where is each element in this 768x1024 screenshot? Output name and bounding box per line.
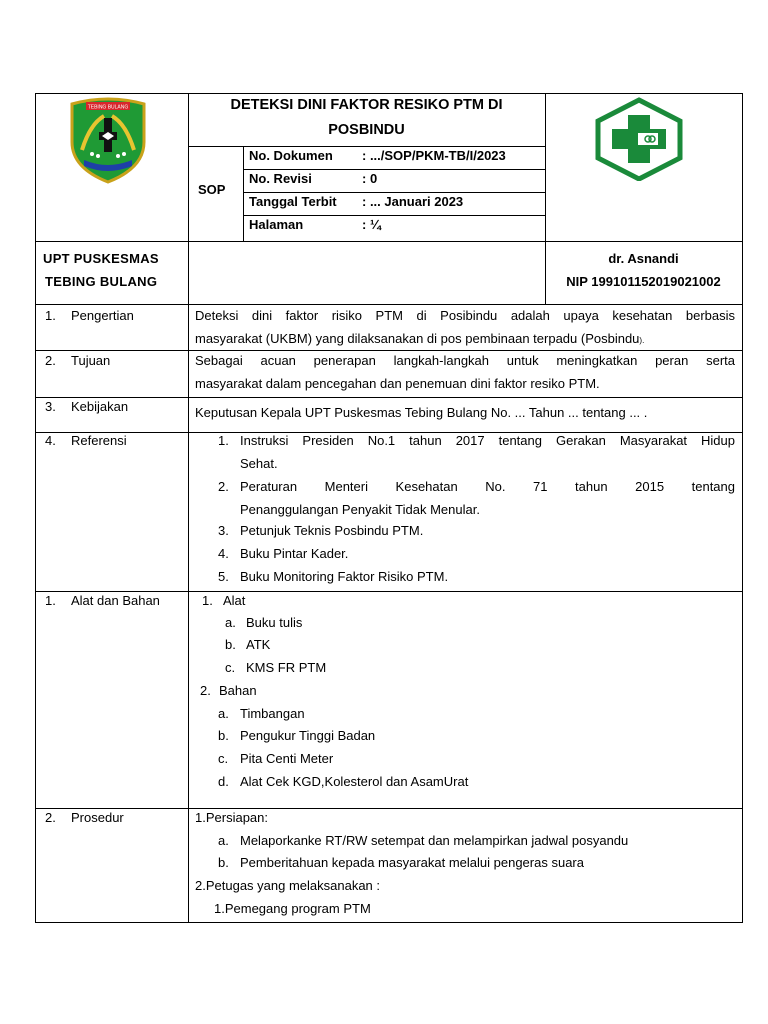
ref-num-4: 4. <box>218 546 229 561</box>
signer-nip: NIP 199101152019021002 <box>566 274 721 289</box>
meta-label-halaman: Halaman <box>249 217 304 232</box>
bahan-item-num-b: b. <box>218 728 229 743</box>
section-label-kebijakan: Kebijakan <box>71 399 129 414</box>
section-num-referensi: 4. <box>45 433 56 448</box>
section-num-alat: 1. <box>45 593 56 608</box>
right-logo <box>594 97 684 181</box>
bahan-item-num-c: c. <box>218 751 229 766</box>
meta-value-halaman: : ¼ <box>362 217 381 232</box>
org-name-line2: TEBING BULANG <box>45 274 158 289</box>
alat-item-a: Buku tulis <box>246 615 303 630</box>
puskesmas-logo-icon <box>594 97 684 181</box>
section-label-tujuan: Tujuan <box>71 353 111 368</box>
doc-title-line1: DETEKSI DINI FAKTOR RESIKO PTM DI <box>230 97 503 113</box>
alat-group-num: 1. <box>202 593 213 608</box>
persiapan-num-a: a. <box>218 833 229 848</box>
ref-item-2 <box>240 475 735 521</box>
ref-item-2-line2: Penanggulangan Penyakit Tidak Menular. <box>240 502 480 517</box>
alat-item-c: KMS FR PTM <box>246 660 327 675</box>
bahan-item-d: Alat Cek KGD,Kolesterol dan AsamUrat <box>240 774 469 789</box>
meta-label-dokumen: No. Dokumen <box>249 148 333 163</box>
sop-label: SOP <box>198 182 226 197</box>
meta-value-tanggal: : ... Januari 2023 <box>362 194 464 209</box>
left-logo <box>64 96 152 184</box>
ref-item-1-line1: Instruksi Presiden No.1 tahun 2017 tentang Gerakan Masyarakat Hidup <box>240 433 735 448</box>
section-num-pengertian: 1. <box>45 308 56 323</box>
bahan-group-num: 2. <box>200 683 211 698</box>
persiapan-item-a: Melaporkanke RT/RW setempat dan melampirkan jadwal posyandu <box>240 833 629 848</box>
section-label-alat: Alat dan Bahan <box>71 593 160 608</box>
prosedur-petugas: 2.Petugas yang melaksanakan : <box>195 878 381 893</box>
pengertian-line1: Deteksi dini faktor risiko PTM di Posibindu adalah upaya kesehatan berbasis <box>195 308 735 323</box>
pengertian-line2-text: masyarakat (UKBM) yang dilaksanakan di pos pembinaan terpadu (Posbindu <box>195 331 640 346</box>
emblem-banner-text: TEBING BULANG <box>87 104 129 111</box>
kebijakan-text: Keputusan Kepala UPT Puskesmas Tebing Bulang No. ... Tahun ... tentang ... . <box>195 405 648 420</box>
signer-name: dr. Asnandi <box>608 251 679 266</box>
alat-item-num-a: a. <box>225 615 236 630</box>
bahan-item-a: Timbangan <box>240 706 305 721</box>
bahan-group-title: Bahan <box>219 683 257 698</box>
section-label-pengertian: Pengertian <box>71 308 134 323</box>
ref-item-1 <box>240 429 735 475</box>
meta-value-dokumen: : .../SOP/PKM-TB/I/2023 <box>362 148 506 163</box>
alat-group-title: Alat <box>223 593 246 608</box>
bahan-item-c: Pita Centi Meter <box>240 751 334 766</box>
pengertian-text <box>195 304 735 327</box>
section-num-kebijakan: 3. <box>45 399 56 414</box>
petugas-item: 1.Pemegang program PTM <box>214 901 371 916</box>
tujuan-text <box>195 349 735 395</box>
meta-label-tanggal: Tanggal Terbit <box>249 194 337 209</box>
ref-item-3: Petunjuk Teknis Posbindu PTM. <box>240 523 424 538</box>
ref-num-1: 1. <box>218 433 229 448</box>
section-num-prosedur: 2. <box>45 810 56 825</box>
doc-title-line2: POSBINDU <box>328 122 405 138</box>
alat-item-b: ATK <box>246 637 271 652</box>
tujuan-line1: Sebagai acuan penerapan langkah-langkah untuk meningkatkan peran serta <box>195 353 735 368</box>
ref-num-3: 3. <box>218 523 229 538</box>
ref-item-2-line1: Peraturan Menteri Kesehatan No. 71 tahun 2015 tentang <box>240 479 735 494</box>
org-name-line1: UPT PUSKESMAS <box>43 251 159 266</box>
alat-item-num-b: b. <box>225 637 236 652</box>
section-num-tujuan: 2. <box>45 353 56 368</box>
ref-item-4: Buku Pintar Kader. <box>240 546 349 561</box>
meta-value-revisi: : 0 <box>362 171 378 186</box>
bahan-item-num-a: a. <box>218 706 229 721</box>
pengertian-line2-tail: ). <box>639 336 645 345</box>
bahan-item-b: Pengukur Tinggi Badan <box>240 728 376 743</box>
ref-num-5: 5. <box>218 569 229 584</box>
bahan-item-num-d: d. <box>218 774 229 789</box>
ref-num-2: 2. <box>218 479 229 494</box>
tujuan-line2: masyarakat dalam pencegahan dan penemuan dini faktor resiko PTM. <box>195 376 600 391</box>
section-label-prosedur: Prosedur <box>71 810 124 825</box>
alat-item-num-c: c. <box>225 660 236 675</box>
pengertian-line2 <box>195 331 644 349</box>
persiapan-item-b: Pemberitahuan kepada masyarakat melalui pengeras suara <box>240 855 584 870</box>
prosedur-persiapan: 1.Persiapan: <box>195 810 268 825</box>
ref-item-5: Buku Monitoring Faktor Risiko PTM. <box>240 569 449 584</box>
section-label-referensi: Referensi <box>71 433 127 448</box>
meta-label-revisi: No. Revisi <box>249 171 312 186</box>
persiapan-num-b: b. <box>218 855 229 870</box>
ref-item-1-line2: Sehat. <box>240 456 278 471</box>
regional-emblem-icon <box>64 96 152 184</box>
